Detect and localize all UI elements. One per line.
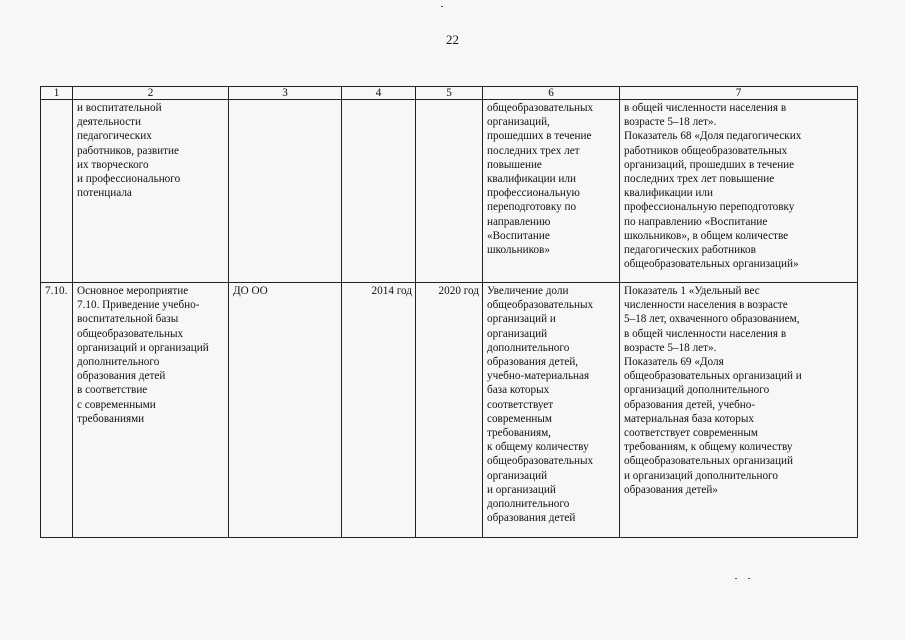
indicator-cell: Показатель 1 «Удельный вес численности населения в возрасте 5–18 лет, охваченного образованием, в общей численности населения в возрасте 5–18 лет». Показатель 69 «Доля общеобразовательных организаций и организаций дополнительного образования детей, учебно- материальная база которых соответствует современным требованиям, к общему количеству общеобразовательных организаций и организаций дополнительного образования детей» [620, 283, 858, 538]
indicator-cell: в общей численности населения в возрасте 5–18 лет». Показатель 68 «Доля педагогических работников общеобразовательных организаций, прошедших в течение последних трех лет повышение квалификации или профессиональную переподготовку по направлению «Воспитание школьников», в общем количестве педагогических работников общеобразовательных организаций» [620, 100, 858, 283]
header-col-3: 3 [229, 87, 342, 100]
header-col-5: 5 [416, 87, 483, 100]
scan-speck [441, 6, 443, 7]
header-col-1: 1 [41, 87, 73, 100]
table-row [41, 100, 858, 283]
result-cell: общеобразовательных организаций, прошедших в течение последних трех лет повышение квалификации или профессиональную переподготовку по направлению «Воспитание школьников» [483, 100, 620, 283]
executor-cell [229, 100, 342, 283]
program-table [40, 86, 858, 538]
header-col-7: 7 [620, 87, 858, 100]
row-number-cell [41, 100, 73, 283]
header-col-4: 4 [342, 87, 416, 100]
result-cell: Увеличение доли общеобразовательных организаций и организаций дополнительного образования детей, учебно-материальная база которых соответствует современным требованиям, к общему количеству общеобразовательных организаций и организаций дополнительного образования детей [483, 283, 620, 538]
scan-speck [735, 578, 737, 579]
executor-cell: ДО ОО [229, 283, 342, 538]
end-year-cell [416, 100, 483, 283]
page-number: 22 [446, 32, 459, 47]
scan-speck [748, 578, 750, 579]
start-year-cell: 2014 год [342, 283, 416, 538]
end-year-cell: 2020 год [416, 283, 483, 538]
header-col-2: 2 [73, 87, 229, 100]
activity-cell: и воспитательной деятельности педагогических работников, развитие их творческого и профессионального потенциала [73, 100, 229, 283]
header-row [41, 87, 858, 100]
start-year-cell [342, 100, 416, 283]
table-row [41, 283, 858, 538]
row-number-cell: 7.10. [41, 283, 73, 538]
activity-cell: Основное мероприятие 7.10. Приведение учебно- воспитательной базы общеобразовательных организаций и организаций дополнительного образования детей в соответствие с современными требованиями [73, 283, 229, 538]
header-col-6: 6 [483, 87, 620, 100]
